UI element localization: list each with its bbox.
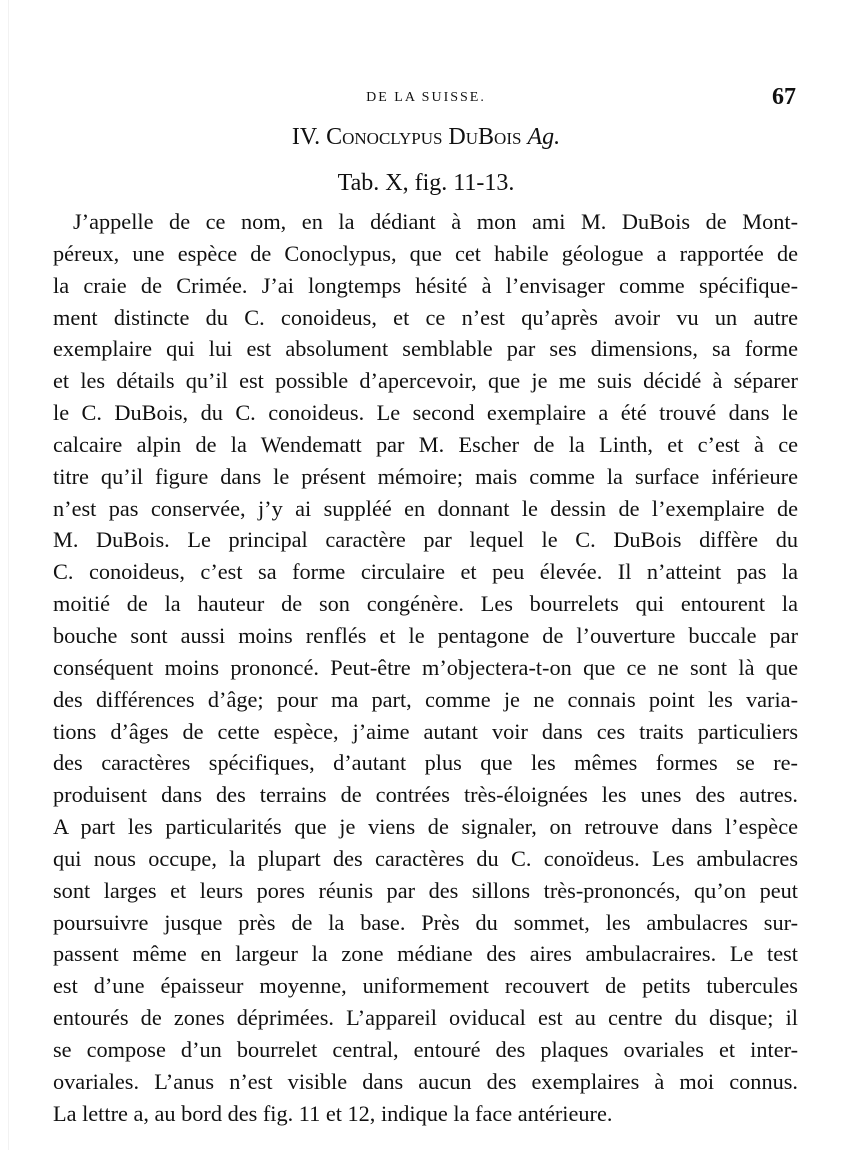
body-line: J’appelle de ce nom, en la dédiant à mon ami M. DuBois de Mont-	[73, 209, 798, 234]
body-paragraph	[53, 206, 798, 1129]
species-author: Ag.	[527, 124, 561, 150]
plate-reference: Tab. X, fig. 11-13.	[337, 170, 515, 196]
body-line: sont larges et leurs pores réunis par des sillons très-prononcés, qu’on peut	[53, 877, 798, 903]
body-line: n’est pas conservée, j’y ai suppléé en donnant le dessin de l’exemplaire de	[53, 495, 798, 521]
running-head	[56, 84, 796, 114]
section-heading	[56, 124, 796, 151]
body-line: exemplaire qui lui est absolument semblable par ses dimensions, sa forme	[53, 336, 798, 362]
body-line: des caractères spécifiques, d’autant plus que les mêmes formes se re-	[53, 750, 798, 776]
body-line: titre qu’il figure dans le présent mémoire; mais comme la surface inférieure	[53, 463, 798, 489]
body-line: passent même en largeur la zone médiane des aires ambulacraires. Le test	[53, 941, 798, 967]
body-line: des différences d’âge; pour ma part, comme je ne connais point les varia-	[53, 686, 798, 712]
body-line: qui nous occupe, la plupart des caractères du C. conoïdeus. Les ambulacres	[53, 845, 798, 871]
body-line: La lettre a, au bord des fig. 11 et 12, indique la face antérieure.	[53, 1100, 613, 1126]
body-line: le C. DuBois, du C. conoideus. Le second exemplaire a été trouvé dans le	[53, 400, 798, 426]
body-line: entourés de zones déprimées. L’appareil oviducal est au centre du disque; il	[53, 1005, 798, 1031]
body-line: calcaire alpin de la Wendematt par M. Escher de la Linth, et c’est à ce	[53, 431, 798, 457]
body-line: poursuivre jusque près de la base. Près du sommet, les ambulacres sur-	[53, 909, 798, 935]
species-name: Conoclypus DuBois	[326, 124, 522, 150]
body-line: conséquent moins prononcé. Peut-être m’objectera-t-on que ce ne sont là que	[53, 654, 798, 680]
body-line: est d’une épaisseur moyenne, uniformement recouvert de petits tubercules	[53, 973, 798, 999]
body-line: C. conoideus, c’est sa forme circulaire et peu élevée. Il n’atteint pas la	[53, 559, 798, 585]
body-line: tions d’âges de cette espèce, j’aime autant voir dans ces traits particuliers	[53, 718, 798, 744]
page-edge-shadow	[8, 0, 9, 1150]
body-line: bouche sont aussi moins renflés et le pentagone de l’ouverture buccale par	[53, 622, 798, 648]
body-line: se compose d’un bourrelet central, entouré des plaques ovariales et inter-	[53, 1036, 798, 1062]
body-line: péreux, une espèce de Conoclypus, que cet habile géologue a rapportée de	[53, 240, 798, 266]
running-title: DE LA SUISSE.	[366, 90, 486, 105]
body-line: ment distincte du C. conoideus, et ce n’est qu’après avoir vu un autre	[53, 304, 798, 330]
body-line: produisent dans des terrains de contrées très-éloignées les unes des autres.	[53, 782, 798, 808]
body-line: moitié de la hauteur de son congénère. Les bourrelets qui entourent la	[53, 591, 798, 617]
body-line: A part les particularités que je viens de signaler, on retrouve dans l’espèce	[53, 814, 798, 840]
body-line: M. DuBois. Le principal caractère par lequel le C. DuBois diffère du	[53, 527, 798, 553]
section-numeral: IV.	[291, 124, 321, 150]
page-number: 67	[772, 84, 796, 110]
body-line: la craie de Crimée. J’ai longtemps hésité à l’envisager comme spécifique-	[53, 272, 798, 298]
body-line: et les détails qu’il est possible d’apercevoir, que je me suis décidé à séparer	[53, 368, 798, 394]
body-line: ovariales. L’anus n’est visible dans aucun des exemplaires à moi connus.	[53, 1068, 798, 1094]
